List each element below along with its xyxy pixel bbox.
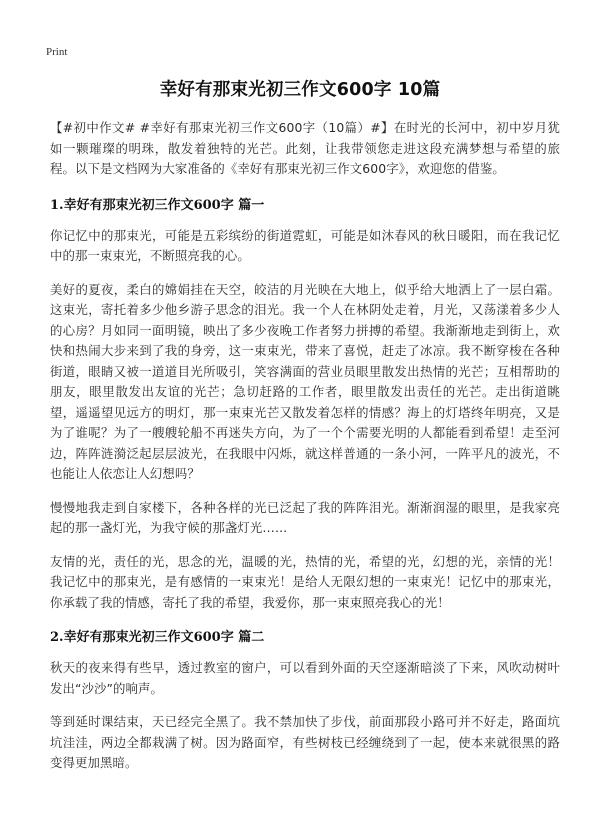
section-heading: 2.幸好有那束光初三作文600字 篇二 <box>50 630 265 645</box>
paragraph: 你记忆中的那束光，可能是五彩缤纷的街道霓虹，可能是如沐春风的秋日暖阳，而在我记忆中的那一束束光，不断照亮我的心。 <box>50 227 560 263</box>
paragraph: 等到延时课结束，天已经完全黑了。我不禁加快了步伐，前面那段小路可并不好走，路面坑坑洼洼，两边全都栽满了树。因为路面窄，有些树枝已经缠绕到了一起，使本来就很黑的路变得更加黑暗。 <box>50 714 560 770</box>
paragraph: 秋天的夜来得有些早，透过教室的窗户，可以看到外面的天空逐渐暗淡了下来，风吹动树叶发出“沙沙”的响声。 <box>50 660 560 696</box>
section-heading: 1.幸好有那束光初三作文600字 篇一 <box>50 197 265 213</box>
print-label: Print <box>46 46 68 58</box>
paragraph: 美好的夏夜，柔白的嫦娟挂在天空，皎洁的月光映在大地上，似乎给大地洒上了一层白霜。这束光，寄托着多少他乡游子思念的泪光。我一个人在林阴处走着，月光，又荡漾着多少人的心房？月如同一面明镜，映出了多少夜晚工作者努力拼搏的希望。我渐渐地走到街上，欢快和热闹大步来到了我的身旁，这一束束光，带来了喜悦，赶走了冰凉。我不断穿梭在各种街道，眼睛又被一道道目光所吸引，笑容满面的营业员眼里散发出热情的光芒；互相帮助的朋友，眼里散发出友谊的光芒；急切赶路的工作者，眼里散发出责任的光芒。走出街道眺望，遥遥望见远方的明灯，那一束束光芒又散发着怎样的情感？海上的灯塔终年明亮，又是为了谁呢？为了一艘艘轮船不再迷失方向，为了一个个需要光明的人都能看到希望！走至河边，阵阵涟漪泛起层层波光，在我眼中闪烁，就这样普通的一条小河，一阵平凡的波光，不也能让人依恋让人幻想吗？ <box>50 281 560 481</box>
section-2 <box>50 626 560 774</box>
document-body <box>50 118 560 787</box>
page-title: 幸好有那束光初三作文600字 10篇 <box>159 80 441 100</box>
intro-paragraph: 【#初中作文# #幸好有那束光初三作文600字（10篇）#】在时光的长河中，初中岁月犹如一颗璀璨的明珠，散发着独特的光芒。此刻，让我带领您走进这段充满梦想与希望的旅程。以下是文档网为大家准备的《幸好有那束光初三作文600字》，欢迎您的借鉴。 <box>50 120 560 176</box>
paragraph: 慢慢地我走到自家楼下，各种各样的光已泛起了我的阵阵泪光。渐渐润湿的眼里，是我家亮起的那一盏灯光，为我守候的那盏灯光…… <box>50 499 560 535</box>
paragraph: 友情的光，责任的光，思念的光，温暖的光，热情的光，希望的光，幻想的光，亲情的光！我记忆中的那束光，是有感情的一束束光！是给人无限幻想的一束束光！记忆中的那束光，你承载了我的情感，寄托了我的希望，我爱你，那一束束照亮我心的光！ <box>50 553 560 610</box>
section-1 <box>50 194 560 614</box>
